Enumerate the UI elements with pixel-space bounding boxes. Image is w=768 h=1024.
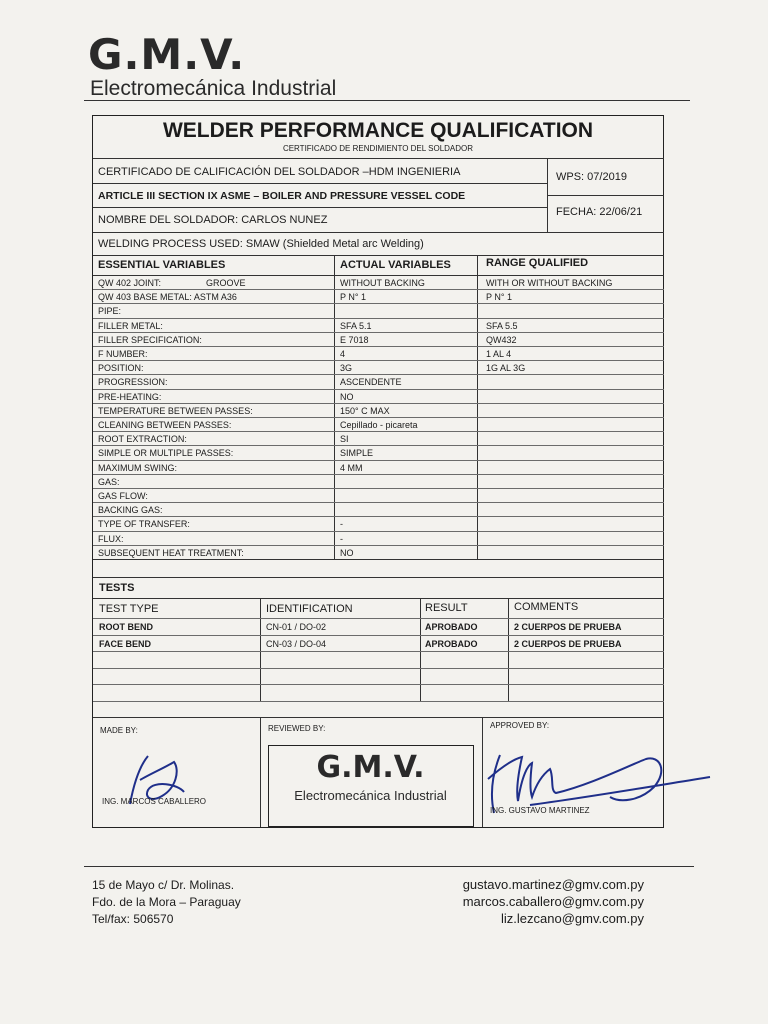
variable-cell: TEMPERATURE BETWEEN PASSES: [98, 405, 253, 416]
test-header-comments: COMMENTS [514, 601, 579, 613]
test-header-result: RESULT [425, 602, 468, 614]
company-logo: G.M.V. [88, 30, 246, 79]
divider [477, 255, 478, 559]
divider [260, 717, 261, 827]
table-row-divider [93, 403, 664, 404]
variable-cell: GAS FLOW: [98, 491, 148, 501]
variable-cell: 1 AL 4 [486, 349, 512, 359]
stamp-company: Electromecánica Industrial [294, 788, 447, 803]
variable-cell: NO [340, 391, 354, 402]
divider [93, 232, 664, 233]
variable-cell: FILLER SPECIFICATION: [98, 334, 202, 345]
variable-cell: GROOVE [206, 278, 246, 288]
table-row-divider [93, 360, 664, 361]
variable-cell: PRE-HEATING: [98, 391, 162, 402]
header-range-qualified: RANGE QUALIFIED [486, 257, 589, 269]
variable-cell: QW 402 JOINT: [98, 278, 162, 288]
variable-cell: QW 403 BASE METAL: ASTM A36 [98, 292, 237, 303]
table-row-divider [93, 332, 664, 333]
email-liz[interactable]: liz.lezcano@gmv.com.py [501, 911, 644, 926]
variable-cell: Cepillado - picareta [340, 420, 418, 430]
variable-cell: WITH OR WITHOUT BACKING [486, 278, 613, 288]
variable-cell: GAS: [98, 476, 120, 487]
header-divider [84, 100, 690, 101]
document-title: WELDER PERFORMANCE QUALIFICATION [162, 119, 594, 142]
variable-cell: SFA 5.1 [340, 320, 372, 331]
variable-cell: ASCENDENTE [340, 377, 402, 388]
divider [93, 275, 664, 276]
wps-number: WPS: 07/2019 [556, 171, 627, 183]
address-line-2: Fdo. de la Mora – Paraguay [92, 895, 241, 909]
variable-cell: SIMPLE [340, 448, 374, 459]
table-row-divider [93, 516, 664, 517]
divider [334, 255, 335, 559]
table-row-divider [93, 474, 664, 475]
footer-divider [84, 866, 694, 867]
variable-cell: - [340, 519, 343, 530]
divider [93, 598, 664, 599]
divider [93, 559, 664, 560]
email-gustavo[interactable]: gustavo.martinez@gmv.com.py [462, 877, 644, 892]
email-marcos[interactable]: marcos.caballero@gmv.com.py [462, 894, 644, 909]
test-cell: ROOT BEND [99, 622, 153, 632]
variable-cell: QW432 [486, 334, 517, 345]
test-cell: FACE BEND [99, 638, 152, 649]
variable-cell: F NUMBER: [98, 349, 148, 359]
variable-cell: 4 [340, 349, 346, 359]
divider [93, 717, 664, 718]
table-row-divider [93, 668, 664, 669]
welding-process: WELDING PROCESS USED: SMAW (Shielded Metal arc Welding) [98, 238, 424, 250]
divider [93, 577, 664, 578]
variable-cell: SFA 5.5 [486, 320, 518, 331]
table-row-divider [93, 318, 664, 319]
article-line: ARTICLE III SECTION IX ASME – BOILER AND PRESSURE VESSEL CODE [98, 190, 466, 202]
divider [93, 183, 547, 184]
test-header-type: TEST TYPE [99, 603, 159, 615]
made-by-name: ING. MARCOS CABALLERO [102, 797, 207, 806]
table-row-divider [93, 502, 664, 503]
header-actual-variables: ACTUAL VARIABLES [340, 259, 451, 271]
divider [260, 598, 261, 702]
table-row-divider [93, 701, 664, 702]
reviewed-by-label: REVIEWED BY: [268, 724, 326, 733]
tests-title: TESTS [99, 582, 135, 594]
variable-cell: MAXIMUM SWING: [98, 462, 177, 473]
divider [547, 195, 664, 196]
divider [93, 255, 664, 256]
variable-cell: 150° C MAX [340, 405, 390, 416]
document-subtitle: CERTIFICADO DE RENDIMIENTO DEL SOLDADOR [282, 144, 474, 153]
variable-cell: FLUX: [98, 533, 124, 544]
divider [420, 598, 421, 702]
test-cell: CN-01 / DO-02 [266, 622, 327, 632]
variable-cell: 3G [340, 363, 353, 374]
phone: Tel/fax: 506570 [92, 912, 174, 926]
variable-cell: 1G AL 3G [486, 363, 526, 374]
variable-cell: P N° 1 [486, 292, 512, 303]
welder-name: NOMBRE DEL SOLDADOR: CARLOS NUNEZ [98, 214, 328, 226]
variable-cell: PIPE: [98, 306, 122, 317]
variable-cell: WITHOUT BACKING [340, 278, 425, 288]
test-cell: APROBADO [425, 638, 478, 649]
variable-cell: FILLER METAL: [98, 320, 163, 331]
variable-cell: E 7018 [340, 334, 369, 345]
variable-cell: TYPE OF TRANSFER: [98, 519, 190, 530]
table-row-divider [93, 545, 664, 546]
divider [93, 207, 547, 208]
variable-cell: SUBSEQUENT HEAT TREATMENT: [98, 547, 244, 558]
variable-cell: 4 MM [340, 462, 363, 473]
variable-cell: SIMPLE OR MULTIPLE PASSES: [98, 448, 234, 459]
approved-by-label: APPROVED BY: [490, 721, 550, 730]
table-row-divider [93, 374, 664, 375]
date: FECHA: 22/06/21 [556, 206, 643, 218]
stamp-logo: G.M.V. [316, 750, 425, 785]
variable-cell: BACKING GAS: [98, 505, 163, 516]
test-cell: 2 CUERPOS DE PRUEBA [514, 622, 622, 632]
variable-cell: SI [340, 434, 349, 445]
table-row-divider [93, 635, 664, 636]
variable-cell: ROOT EXTRACTION: [98, 434, 187, 445]
test-cell: APROBADO [425, 622, 478, 632]
test-cell: 2 CUERPOS DE PRUEBA [514, 638, 622, 649]
variable-cell: P N° 1 [340, 292, 366, 303]
company-name: Electromecánica Industrial [90, 77, 337, 100]
variable-cell: - [340, 533, 343, 544]
certificate-line: CERTIFICADO DE CALIFICACIÓN DEL SOLDADOR –HDM INGENIERIA [98, 166, 461, 178]
variable-cell: POSITION: [98, 363, 144, 374]
test-cell: CN-03 / DO-04 [266, 638, 327, 649]
approved-by-name: ING. GUSTAVO MARTINEZ [490, 806, 590, 815]
header-essential-variables: ESSENTIAL VARIABLES [98, 259, 226, 271]
address-line-1: 15 de Mayo c/ Dr. Molinas. [92, 878, 235, 892]
table-row-divider [93, 488, 664, 489]
divider [93, 158, 664, 159]
variable-cell: PROGRESSION: [98, 377, 168, 388]
table-row-divider [93, 618, 664, 619]
variable-cell: CLEANING BETWEEN PASSES: [98, 420, 232, 430]
table-row-divider [93, 651, 664, 652]
variable-cell: NO [340, 547, 354, 558]
table-row-divider [93, 684, 664, 685]
company-stamp [268, 745, 474, 827]
test-header-identification: IDENTIFICATION [266, 603, 353, 615]
made-by-label: MADE BY: [100, 726, 138, 735]
divider [508, 598, 509, 702]
